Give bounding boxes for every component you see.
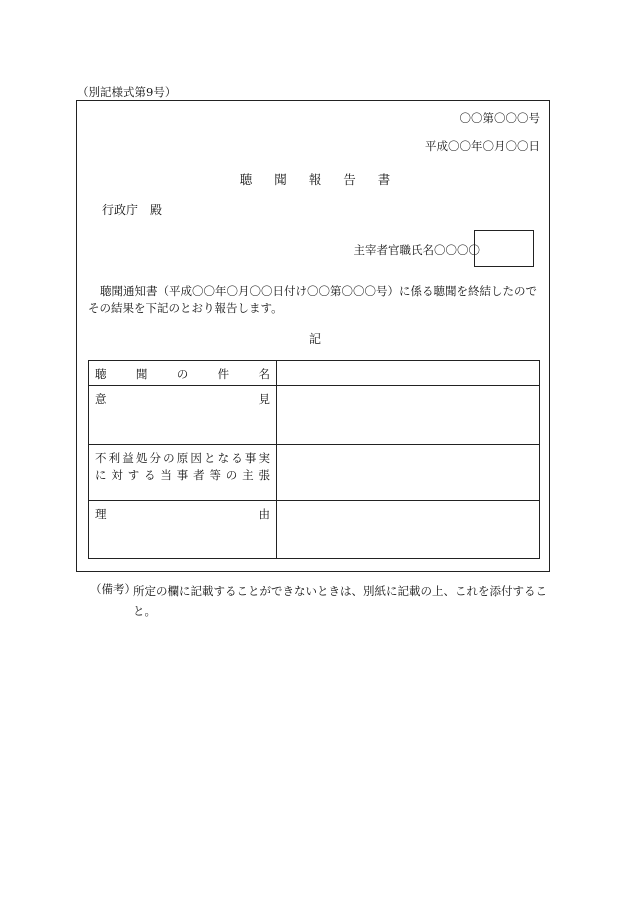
row-label-party-claim (89, 445, 277, 501)
case-name-value[interactable] (277, 361, 540, 386)
addressee: 行政庁 殿 (102, 203, 163, 217)
document-number: 〇〇第〇〇〇号 (459, 111, 540, 125)
row-label-case-name (89, 361, 277, 386)
document-title: 聴聞報告書 (239, 172, 413, 187)
remark-label: （備考） (90, 582, 136, 596)
form-number-label: （別記様式第9号） (77, 85, 177, 99)
table-row (89, 445, 540, 501)
record-table (88, 360, 540, 559)
table-row (89, 386, 540, 445)
document-date: 平成〇〇年〇月〇〇日 (425, 139, 540, 153)
party-claim-label-line2: に対する当事者等の主張 (95, 468, 270, 482)
opinion-label: 意見 (95, 392, 270, 406)
body-line-1: 聴聞通知書（平成〇〇年〇月〇〇日付け〇〇第〇〇〇号）に係る聴聞を終結したので (100, 284, 537, 298)
body-line-2: その結果を下記のとおり報告します。 (88, 301, 283, 315)
table-row (89, 361, 540, 386)
body-paragraph (88, 283, 548, 317)
party-claim-value[interactable] (277, 445, 540, 501)
case-name-label: 聴聞の件名 (95, 367, 270, 381)
presider-name: 主宰者官職氏名〇〇〇〇 (353, 243, 480, 257)
ki-heading: 記 (308, 332, 321, 346)
row-label-opinion (89, 386, 277, 445)
reason-label: 理由 (95, 507, 270, 521)
opinion-value[interactable] (277, 386, 540, 445)
remark-text: 所定の欄に記載することができないときは、別紙に記載の上、これを添付すること。 (133, 584, 547, 618)
table-row (89, 501, 540, 559)
row-label-reason (89, 501, 277, 559)
seal-box (474, 230, 534, 267)
reason-value[interactable] (277, 501, 540, 559)
party-claim-label-line1: 不利益処分の原因となる事実 (95, 451, 270, 465)
